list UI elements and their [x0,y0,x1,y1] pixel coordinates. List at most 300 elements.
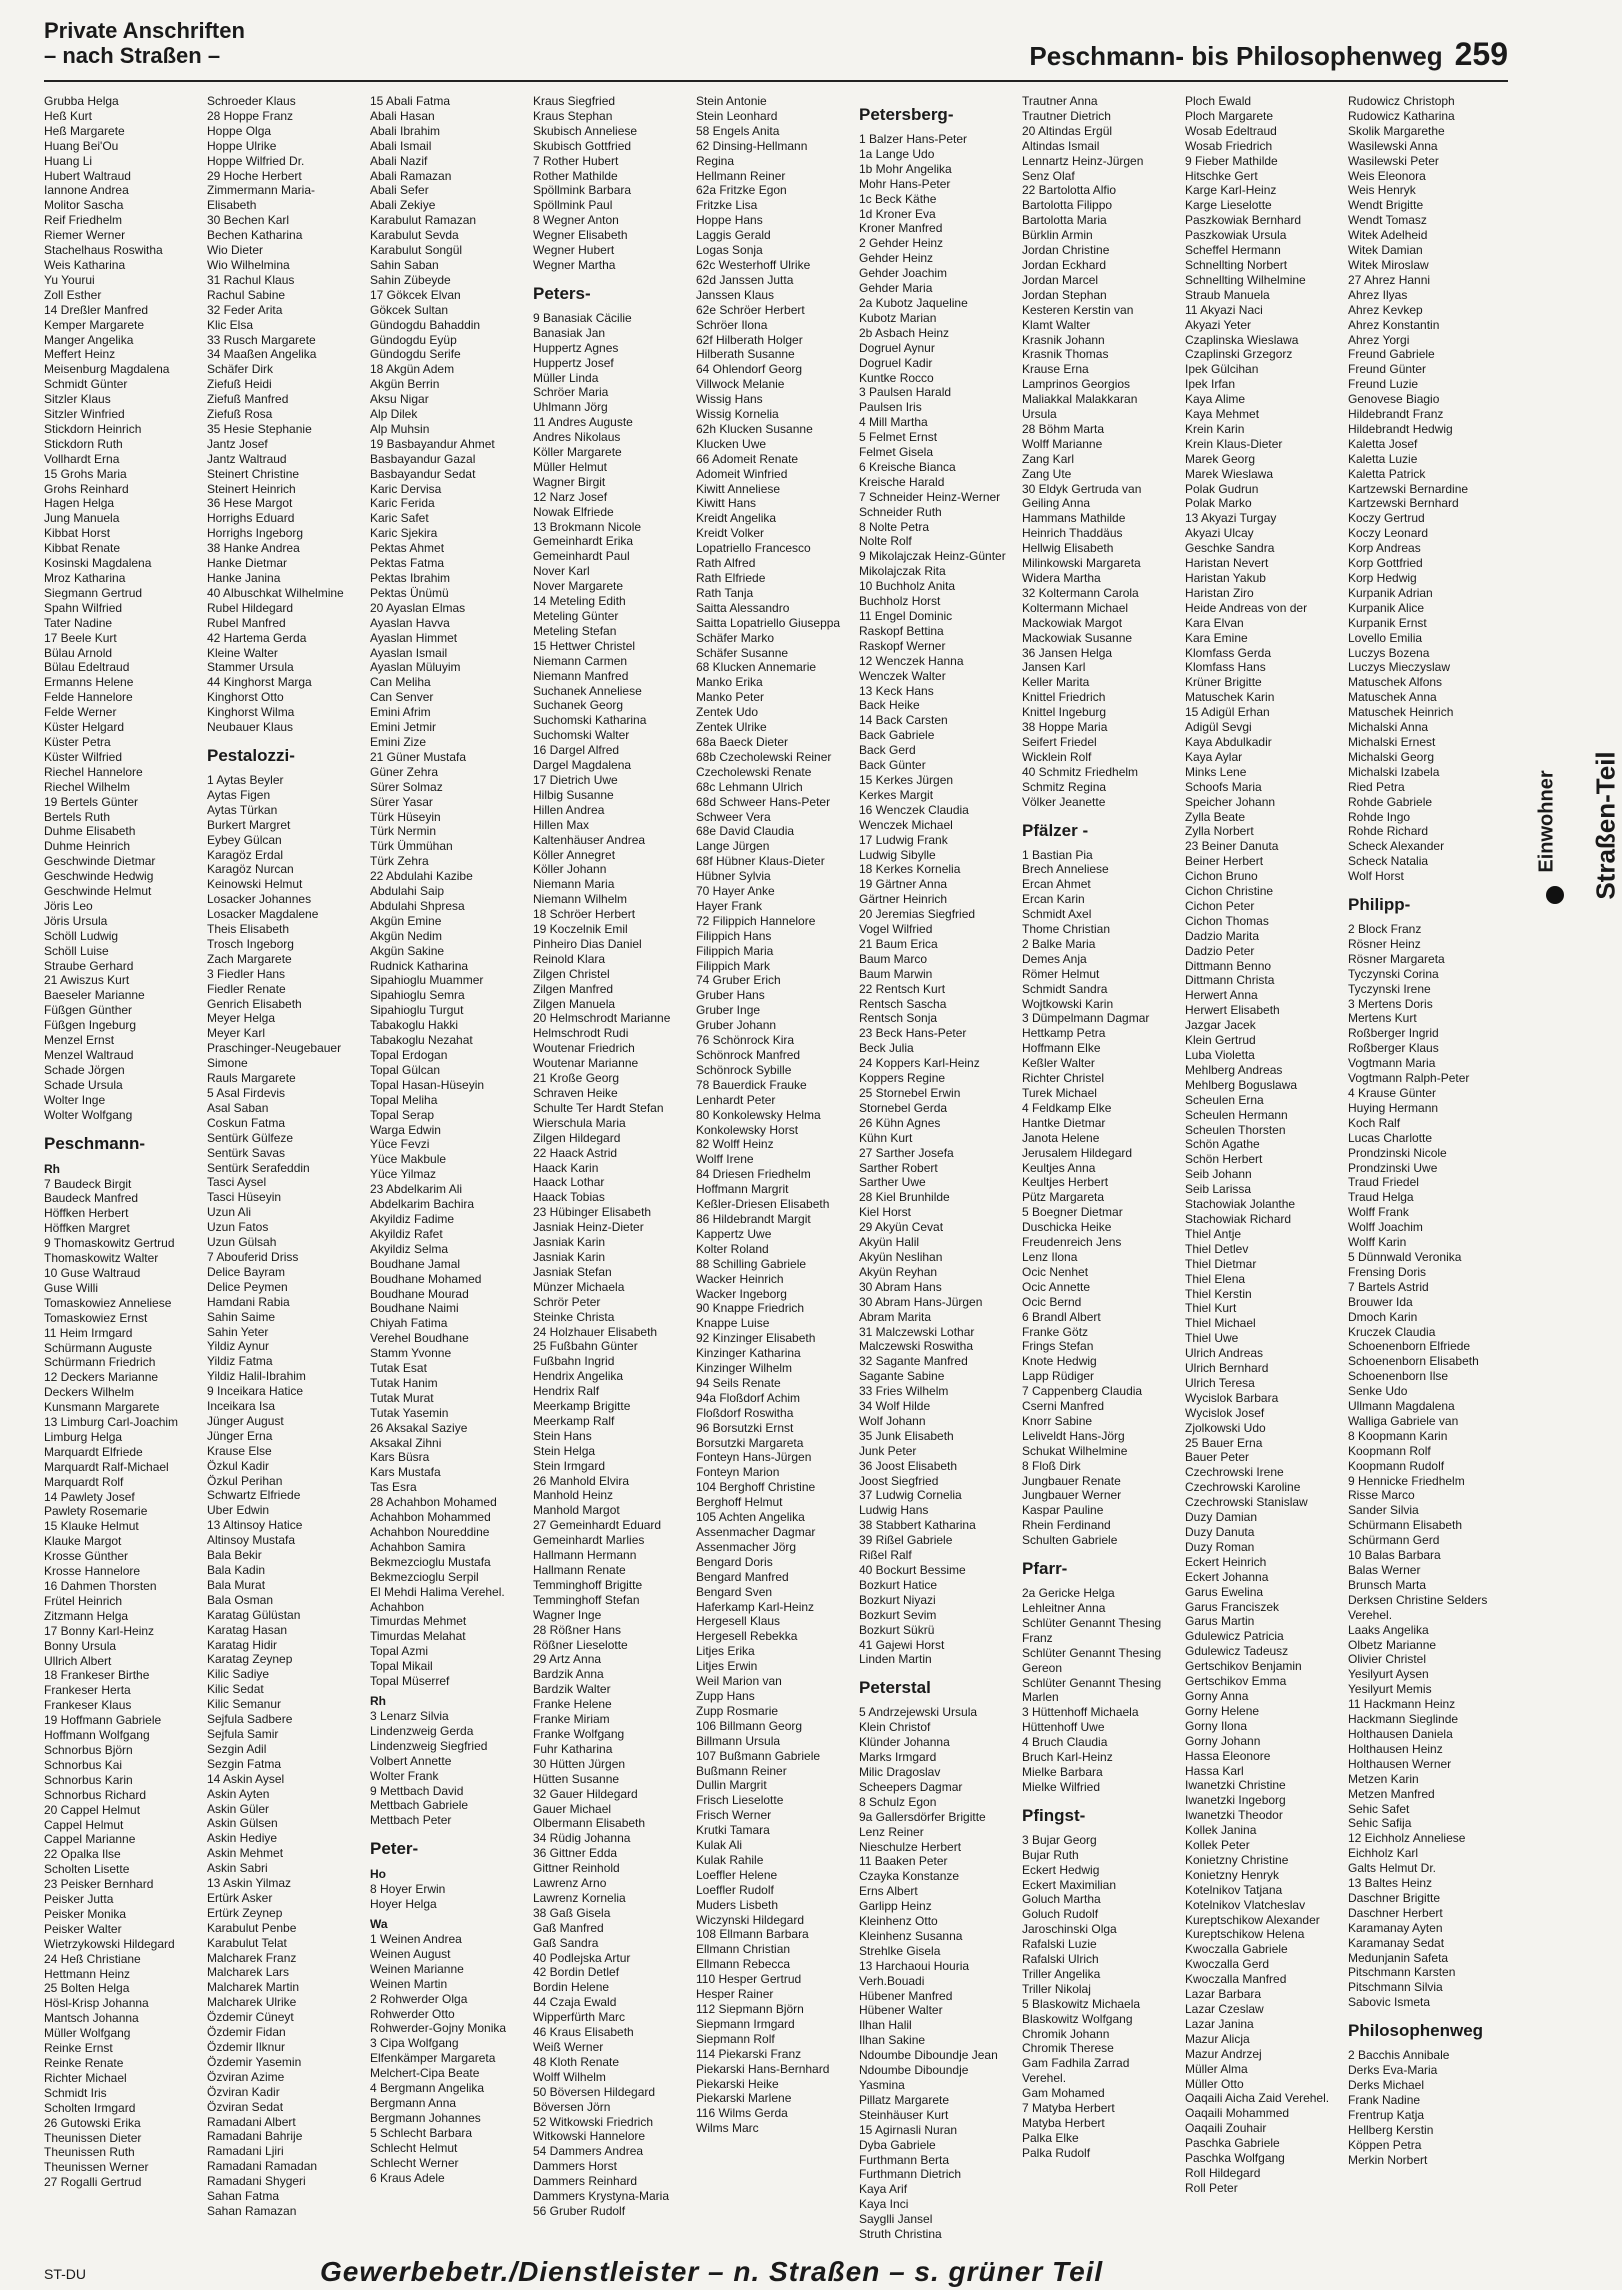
resident-entry: Tutak Murat [370,1390,434,1405]
resident-entry: Woutenar Friedrich [533,1041,635,1056]
resident-entry: Czechrowski Stanislaw [1185,1495,1308,1510]
resident-entry: Dargel Magdalena [533,758,632,773]
resident-entry: Jansen Karl [1022,660,1086,675]
resident-entry: Brouwer Ida [1348,1294,1413,1309]
resident-entry: Eckert Heinrich [1185,1554,1267,1569]
resident-entry: 21 Baum Erica [859,936,938,951]
resident-entry: Dadzio Marita [1185,928,1260,943]
resident-entry: Mettbach Peter [370,1813,452,1828]
district-heading: Rh [44,1161,60,1176]
resident-entry: Wagner Birgit [533,474,606,489]
resident-entry: Rohwerder Otto [370,2006,455,2021]
resident-entry: Schönrock Manfred [696,1048,801,1062]
resident-entry: 19 Koczelnik Emil [533,922,628,937]
resident-entry: Ludwig Hans [859,1503,929,1518]
resident-entry: 3 Bujar Georg [1022,1832,1097,1847]
resident-entry: Mettbach Gabriele [370,1798,469,1813]
resident-entry: Wegner Martha [533,257,616,272]
resident-entry: Yesilyurt Aysen [1348,1667,1429,1682]
resident-entry: Klamt Walter [1022,317,1091,332]
resident-entry: Hubert Waltraud [44,168,131,183]
resident-entry: Palka Rudolf [1022,2145,1091,2160]
resident-entry: Kreidt Volker [696,526,765,541]
resident-entry: 3 Hüttenhoff Michaela [1022,1705,1139,1720]
resident-entry: Weis Katharina [44,257,126,272]
resident-entry: 12 Narz Josef [533,489,608,504]
resident-entry: Pinheiro Dias Daniel [533,936,642,951]
resident-entry: Heß Margarete [44,123,125,138]
district-heading: Wa [370,1917,388,1932]
resident-entry: Iannone Andrea [44,183,129,198]
resident-entry: Baudeck Manfred [44,1191,139,1206]
resident-entry: Wacker Ingeborg [696,1286,787,1301]
resident-entry: 25 Bolten Helga [44,1981,130,1996]
resident-entry: Lawrenz Kornelia [533,1890,626,1905]
resident-entry: 30 Hütten Jürgen [533,1756,626,1771]
resident-entry: Filippich Maria [696,943,774,958]
resident-entry: Garus Martin [1185,1614,1255,1629]
resident-entry: 12 Wenczek Hanna [859,653,964,668]
resident-entry: Losacker Magdalene [207,907,319,922]
resident-entry: Türk Ümmühan [370,839,453,854]
resident-entry: Filippich Hans [696,928,772,943]
resident-entry: Franz [1022,1630,1053,1645]
resident-entry: Koopmann Rolf [1348,1443,1431,1458]
resident-entry: 9 Thomaskowitz Gertrud [44,1236,175,1251]
resident-entry: Bardzik Anna [533,1667,604,1682]
resident-entry: Buchholz Horst [859,594,941,609]
resident-entry: Loeffler Helene [696,1867,778,1882]
resident-entry: 35 Junk Elisabeth [859,1428,954,1443]
resident-entry: Jöris Leo [44,898,93,913]
resident-entry: Kaya Inci [859,2197,909,2212]
resident-entry: Krüner Brigitte [1185,675,1262,690]
resident-entry: 1d Kroner Eva [859,206,936,221]
resident-entry: Wolter Inge [44,1092,106,1107]
resident-entry: Sahin Saime [207,1309,276,1324]
resident-entry: Adigül Sevgi [1185,720,1252,735]
resident-entry: Emini Jetmir [370,720,437,735]
resident-entry: 107 Bußmann Gabriele [696,1748,821,1763]
resident-entry: Stamm Yvonne [370,1346,452,1361]
resident-entry: Reinold Klara [533,951,606,966]
resident-entry: Abdelkarim Bachira [370,1197,475,1212]
resident-entry: Wolter Frank [370,1768,439,1783]
resident-entry: Matyba Herbert [1022,2116,1105,2130]
street-heading: Philipp- [1348,895,1411,915]
resident-entry: Kappertz Uwe [696,1226,772,1241]
resident-entry: 1 Aytas Beyler [207,772,284,787]
resident-entry: 90 Knappe Friedrich [696,1301,805,1316]
resident-entry: Loeffler Rudolf [696,1882,774,1897]
resident-entry: Yildiz Fatma [207,1354,273,1369]
resident-entry: Freund Luzie [1348,377,1419,392]
resident-entry: Back Heike [859,698,920,713]
resident-entry: Schäfer Susanne [696,645,789,660]
resident-entry: Daschner Brigitte [1348,1890,1441,1905]
resident-entry: Can Senver [370,690,434,705]
resident-entry: Paschka Wolfgang [1185,2151,1285,2166]
resident-entry: Krosse Hannelore [44,1564,141,1579]
resident-entry: Manko Peter [696,690,765,705]
resident-entry: Zoll Esther [44,287,102,302]
resident-entry: Müller Linda [533,370,599,385]
resident-entry: Losacker Johannes [207,892,312,907]
resident-entry: Marquardt Elfriede [44,1444,143,1459]
resident-entry: Scheck Alexander [1348,839,1445,854]
resident-entry: Thiel Uwe [1185,1331,1239,1346]
resident-entry: Kars Mustafa [370,1465,441,1480]
resident-entry: Luba Violetta [1185,1048,1255,1062]
resident-entry: Schlüter Genannt Thesing [1022,1675,1162,1690]
resident-entry: Hellberg Kerstin [1348,2122,1434,2137]
resident-entry: 38 Hanke Andrea [207,541,300,556]
resident-entry: Maliakkal Malakkaran [1022,392,1138,407]
resident-entry: Lapp Rüdiger [1022,1369,1095,1384]
resident-entry: Ramadani Bahrije [207,2129,303,2144]
page-footer [0,2250,1604,2290]
resident-entry: Seib Johann [1185,1167,1252,1182]
resident-entry: Riechel Hannelore [44,764,143,779]
resident-entry: Piekarski Hans-Bernhard [696,2061,830,2076]
resident-entry: Sagante Sabine [859,1369,945,1384]
resident-entry: Weiß Werner [533,2040,604,2054]
resident-entry: Paszkowiak Ursula [1185,228,1287,243]
resident-entry: Raskopf Bettina [859,623,944,638]
resident-entry: Klucken Uwe [696,436,767,451]
resident-entry: Akgün Nedim [370,928,443,943]
resident-entry: Traud Helga [1348,1190,1414,1205]
resident-entry: Krein Klaus-Dieter [1185,436,1283,451]
resident-entry: 18 Akgün Adem [370,362,455,377]
section-title-line2: – nach Straßen – [44,43,221,68]
resident-entry: Meteling Günter [533,609,619,623]
resident-entry: Yasmina [859,2078,905,2092]
resident-entry: Topal Hasan-Hüseyin [370,1077,485,1092]
resident-entry: Tabakoglu Nezahat [370,1033,473,1048]
resident-entry: 23 Beck Hans-Peter [859,1026,967,1041]
resident-entry: Rath Elfriede [696,571,766,585]
resident-entry: Widera Martha [1022,571,1101,585]
resident-entry: Holthausen Werner [1348,1756,1452,1771]
resident-entry: Elfenkämper Margareta [370,2051,496,2066]
resident-entry: 3 Mertens Doris [1348,996,1433,1011]
resident-entry: Metzen Karin [1348,1771,1419,1786]
resident-entry: 44 Czaja Ewald [533,1995,617,2010]
resident-entry: Tomaskowiez Ernst [44,1310,148,1325]
resident-entry: Karic Ferida [370,496,435,511]
resident-entry: 2 Bacchis Annibale [1348,2048,1450,2063]
resident-entry: 38 Stabbert Katharina [859,1518,976,1533]
side-tab [1535,700,1621,960]
resident-entry: 3 Dümpelmann Dagmar [1022,1011,1150,1026]
resident-entry: Ndoumbe Diboundje Jean [859,2048,998,2063]
resident-entry: Kleinhenz Susanna [859,1928,963,1943]
resident-entry: Frensing Doris [1348,1264,1427,1279]
resident-entry: Manger Angelika [44,332,134,347]
resident-entry: Theunissen Dieter [44,2130,142,2145]
resident-entry: Rachul Sabine [207,287,286,302]
resident-entry: Adomeit Winfried [696,466,788,481]
resident-entry: 36 Joost Elisabeth [859,1458,958,1473]
resident-entry: Neubauer Klaus [207,720,294,735]
resident-entry: Franke Wolfgang [533,1726,625,1741]
resident-entry: 11 Engel Dominic [859,609,953,623]
resident-entry: 27 Gemeinhardt Eduard [533,1518,662,1533]
resident-entry: Pektas Ünümü [370,585,449,600]
resident-entry: 26 Aksakal Saziye [370,1420,468,1435]
resident-entry: Schnorbus Richard [44,1787,147,1802]
resident-entry: Jasniak Karin [533,1235,606,1250]
resident-entry: 4 Feldkamp Elke [1022,1100,1112,1115]
resident-entry: 18 Kerkes Kornelia [859,862,961,877]
resident-entry: Gereon [1022,1660,1063,1675]
resident-entry: 17 Dietrich Uwe [533,772,618,787]
street-heading: Pfälzer - [1022,820,1089,840]
resident-entry: Niemann Carmen [533,653,628,668]
resident-entry: Dogruel Kadir [859,355,933,370]
resident-entry: 68f Hübner Klaus-Dieter [696,854,825,869]
resident-entry: Sahan Fatma [207,2189,280,2204]
section-title [44,18,245,68]
resident-entry: Karabulut Penbe [207,1920,297,1935]
resident-entry: 80 Konkolewsky Helma [696,1107,821,1122]
resident-entry: Saitta Lopatriello Giuseppa [696,615,841,630]
resident-entry: Klauke Margot [44,1534,122,1549]
resident-entry: Kaletta Josef [1348,436,1418,451]
resident-entry: Wolff Frank [1348,1205,1409,1220]
resident-entry: Iwanetzki Christine [1185,1778,1286,1793]
resident-entry: Gorny Anna [1185,1688,1249,1703]
resident-entry: Hallmann Renate [533,1563,626,1577]
resident-entry: Tutak Hanim [370,1375,438,1390]
resident-entry: Delice Bayram [207,1264,286,1279]
resident-entry: Niemann Manfred [533,668,629,683]
resident-entry: Metzen Manfred [1348,1786,1435,1801]
resident-entry: 40 Schmitz Friedhelm [1022,764,1139,779]
resident-entry: Ploch Margarete [1185,108,1274,123]
resident-entry: Scholten Irmgard [44,2100,136,2115]
resident-entry: Topal Serap [370,1107,435,1122]
resident-entry: Tabakoglu Hakki [370,1018,459,1033]
resident-entry: Köller Annegret [533,847,616,862]
resident-entry: Kleine Walter [207,645,278,660]
resident-entry: Gdulewicz Patricia [1185,1629,1284,1644]
resident-entry: Kinzinger Wilhelm [696,1361,793,1376]
resident-entry: Jünger August [207,1413,284,1428]
resident-entry: 5 Andrzejewski Ursula [859,1705,978,1720]
directory-column [370,94,530,2185]
resident-entry: Tasci Aysel [207,1175,267,1190]
resident-entry: Lindenzweig Gerda [370,1723,474,1738]
resident-entry: Cserni Manfred [1022,1399,1105,1414]
resident-entry: Stachowiak Jolanthe [1185,1197,1296,1212]
district-heading: Rh [370,1693,386,1708]
resident-entry: Limburg Helga [44,1429,123,1444]
resident-entry: Skubisch Anneliese [533,123,638,138]
resident-entry: Sentürk Serafeddin [207,1160,310,1175]
resident-entry: Chromik Johann [1022,2026,1110,2041]
resident-entry: Özviran Sedat [207,2099,284,2114]
resident-entry: 29 Hoche Herbert [207,168,302,183]
resident-entry: 33 Fries Wilhelm [859,1384,949,1399]
resident-entry: Stickdorn Heinrich [44,421,142,436]
resident-entry: Hoyer Helga [370,1897,437,1912]
resident-entry: Korp Andreas [1348,541,1421,556]
resident-entry: 15 Kerkes Jürgen [859,772,954,787]
resident-entry: Karatag Zeynep [207,1652,293,1667]
resident-entry: 42 Hartema Gerda [207,630,307,645]
directory-column [1348,94,1508,2167]
resident-entry: Straube Gerhard [44,958,134,973]
resident-entry: Schrör Peter [533,1294,601,1309]
resident-entry: Bruch Karl-Heinz [1022,1750,1113,1765]
resident-entry: Gaß Sandra [533,1935,599,1950]
resident-entry: 11 Hackmann Heinz [1348,1697,1456,1712]
resident-entry: Kilic Semanur [207,1697,282,1712]
resident-entry: Rentsch Sascha [859,996,947,1011]
resident-entry: 58 Engels Anita [696,123,780,138]
resident-entry: Fonteyn Marion [696,1465,780,1480]
resident-entry: Mohr Hans-Peter [859,176,951,191]
resident-entry: Wegner Elisabeth [533,228,628,243]
resident-entry: Wolff Joachim [1348,1220,1423,1235]
resident-entry: Yüce Yilmaz [370,1167,437,1182]
resident-entry: Rentsch Sonja [859,1011,938,1026]
resident-entry: Hitschke Gert [1185,168,1258,183]
resident-entry: Hallmann Hermann [533,1548,637,1563]
resident-entry: Chromik Therese [1022,2041,1114,2056]
resident-entry: Zjolkowski Udo [1185,1420,1266,1435]
resident-entry: Achahbon Samira [370,1539,466,1554]
resident-entry: Pitschmann Karsten [1348,1965,1456,1980]
resident-entry: Topal Azmi [370,1644,429,1659]
resident-entry: Kwoczalla Gerd [1185,1957,1270,1972]
resident-entry: Karabulut Ramazan [370,213,477,228]
resident-entry: Janssen Klaus [696,287,775,302]
resident-entry: Dullin Margrit [696,1778,767,1793]
resident-entry: Tomaskowiez Anneliese [44,1295,172,1310]
resident-entry: Scheulen Erna [1185,1092,1264,1107]
resident-entry: Paszkowiak Bernhard [1185,213,1302,228]
resident-entry: Jöris Ursula [44,913,108,928]
resident-entry: Furthmann Dietrich [859,2167,962,2182]
resident-entry: 108 Ellmann Barbara [696,1927,809,1942]
resident-entry: Peisker Monika [44,1906,127,1921]
resident-entry: Krause Else [207,1443,272,1458]
resident-entry: Abdulahi Shpresa [370,898,465,913]
resident-entry: Ayaslan Havva [370,615,450,630]
resident-entry: Gaß Manfred [533,1920,604,1935]
resident-entry: Wegner Hubert [533,243,615,258]
resident-entry: Ahrez Konstantin [1348,317,1440,332]
resident-entry: 64 Ohlendorf Georg [696,362,803,377]
resident-entry: Raskopf Werner [859,638,946,653]
resident-entry: Stein Leonhard [696,108,778,123]
resident-entry: Thiel Detlev [1185,1241,1249,1256]
resident-entry: Balas Werner [1348,1563,1421,1577]
resident-entry: 32 Koltermann Carola [1022,585,1139,600]
resident-entry: Bujar Ruth [1022,1847,1079,1862]
footer-banner: Gewerbebetr./Dienstleister – n. Straßen – s. grüner Teil [320,2256,1104,2287]
resident-entry: Rösner Margareta [1348,951,1445,966]
resident-entry: 105 Achten Angelika [696,1510,805,1525]
resident-entry: Gruber Hans [696,988,765,1003]
resident-entry: Asal Saban [207,1100,269,1115]
resident-entry: Duschicka Heike [1022,1220,1112,1235]
resident-entry: 26 Gutowski Erika [44,2115,141,2130]
resident-entry: Suchanek Anneliese [533,683,642,698]
resident-entry: 16 Dahmen Thorsten [44,1579,157,1593]
resident-entry: 34 Wolf Hilde [859,1399,931,1414]
resident-entry: Piekarski Heike [696,2076,779,2091]
resident-entry: Hamdani Rabia [207,1294,290,1309]
resident-entry: Zilgen Christel [533,966,610,981]
resident-entry: Lamprinos Georgios [1022,377,1131,392]
resident-entry: Hettmann Heinz [44,1966,131,1981]
resident-entry: Mehlberg Andreas [1185,1062,1283,1077]
resident-entry: 16 Wenczek Claudia [859,802,969,817]
resident-entry: 36 Jansen Helga [1022,645,1113,660]
resident-entry: 37 Ludwig Cornelia [859,1488,962,1503]
resident-entry: Hillen Max [533,817,590,832]
resident-entry: 70 Hayer Anke [696,884,775,899]
resident-entry: Klein Christof [859,1720,931,1735]
directory-column [44,94,204,2190]
resident-entry: Gorny Ilona [1185,1718,1248,1733]
resident-entry: Müller Otto [1185,2076,1244,2091]
resident-entry: Schürmann Gerd [1348,1533,1440,1548]
resident-entry: 13 Harchaoui Houria [859,1958,970,1973]
resident-entry: Askin Gülsen [207,1816,278,1831]
resident-entry: Ayaslan Müluyim [370,660,461,675]
resident-entry: 8 Koopmann Karin [1348,1428,1448,1443]
resident-entry: Coskun Fatma [207,1115,286,1130]
resident-entry: Ocic Bernd [1022,1294,1082,1309]
resident-entry: Münzer Michaela [533,1279,625,1294]
resident-entry: 4 Mill Martha [859,415,928,430]
resident-entry: Hüttenhoff Uwe [1022,1720,1105,1735]
street-range: Peschmann- bis Philosophenweg [1029,41,1443,71]
resident-entry: 86 Hildebrandt Margit [696,1211,811,1226]
resident-entry: Bala Murat [207,1577,266,1592]
resident-entry: Witek Damian [1348,243,1423,258]
resident-entry: Gökcek Sultan [370,302,449,317]
resident-entry: Schnorbus Björn [44,1742,133,1757]
resident-entry: 13 Brokmann Nicole [533,519,642,534]
resident-entry: Kollek Janina [1185,1823,1257,1838]
resident-entry: Klomfass Gerda [1185,645,1272,660]
resident-entry: Derks Michael [1348,2078,1425,2092]
resident-entry: Abali Nazif [370,153,428,168]
resident-entry: Askin Hediye [207,1831,278,1846]
resident-entry: Stachelhaus Roswitha [44,243,163,258]
resident-entry: Köller Margarete [533,445,622,460]
resident-entry: Scheepers Dagmar [859,1779,963,1794]
resident-entry: 13 Askin Yilmaz [207,1876,292,1891]
resident-entry: Beck Julia [859,1041,914,1056]
resident-entry: Lennartz Heinz-Jürgen [1022,153,1144,168]
resident-entry: Bechen Katharina [207,228,303,243]
resident-entry: Bardzik Walter [533,1682,611,1697]
resident-entry: 29 Artz Anna [533,1652,602,1667]
resident-entry: Schürmann Friedrich [44,1355,156,1370]
resident-entry: Füßgen Ingeburg [44,1018,137,1033]
resident-entry: Heide Andreas von der [1185,600,1308,615]
resident-entry: Dittmann Christa [1185,973,1275,988]
resident-entry: Uhlmann Jörg [533,400,608,415]
resident-entry: Wolf Horst [1348,869,1404,884]
